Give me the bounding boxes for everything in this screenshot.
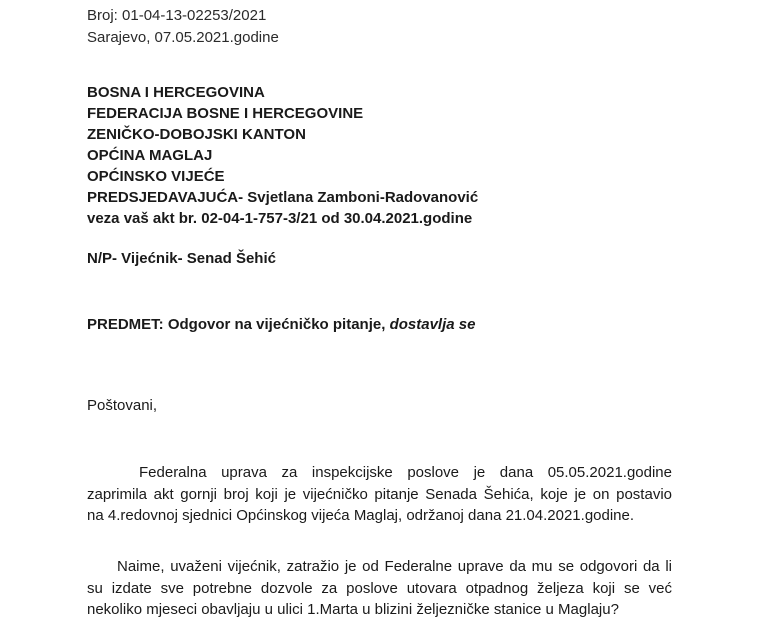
addressee-line: OPĆINSKO VIJEĆE xyxy=(87,168,225,185)
greeting: Poštovani, xyxy=(87,397,158,414)
addressee-line: PREDSJEDAVAJUĆA- Svjetlana Zamboni-Radovanović xyxy=(87,189,479,206)
addressee-line: OPĆINA MAGLAJ xyxy=(87,147,213,164)
paragraph-line: Federalna uprava za inspekcijske poslove je dana 05.05.2021.godine xyxy=(139,464,672,481)
paragraph-line: zaprimila akt gornji broj koji je vijećničko pitanje Senada Šehića, koje je on postavio xyxy=(87,485,672,503)
body-paragraph xyxy=(87,462,672,527)
addressee-block xyxy=(87,82,478,229)
np-line: N/P- Vijećnik- Senad Šehić xyxy=(87,250,276,267)
body-paragraph xyxy=(87,556,672,621)
addressee-line: ZENIČKO-DOBOJSKI KANTON xyxy=(87,126,306,143)
addressee-line: veza vaš akt br. 02-04-1-757-3/21 od 30.04.2021.godine xyxy=(87,210,473,227)
subject-line xyxy=(87,316,475,333)
reference-block xyxy=(87,5,279,49)
paragraph-line: Naime, uvaženi vijećnik, zatražio je od Federalne uprave da mu se odgovori da li xyxy=(117,558,672,575)
addressee-line: BOSNA I HERCEGOVINA xyxy=(87,84,265,101)
paragraph-line: na 4.redovnoj sjednici Općinskog vijeća Maglaj, održanoj dana 21.04.2021.godine. xyxy=(87,507,635,524)
place-date: Sarajevo, 07.05.2021.godine xyxy=(87,29,279,46)
subject-prefix: PREDMET: Odgovor na vijećničko pitanje, xyxy=(87,316,390,333)
paragraph-line: nekoliko mjeseci obavljaju u ulici 1.Marta u blizini željezničke stanice u Maglaju? xyxy=(87,601,619,618)
addressee-line: FEDERACIJA BOSNE I HERCEGOVINE xyxy=(87,105,364,122)
reference-number: Broj: 01-04-13-02253/2021 xyxy=(87,7,267,24)
paragraph-line: su izdate sve potrebne dozvole za poslove utovara otpadnog željeza koji se već xyxy=(87,579,672,597)
subject-suffix: dostavlja se xyxy=(389,316,476,333)
